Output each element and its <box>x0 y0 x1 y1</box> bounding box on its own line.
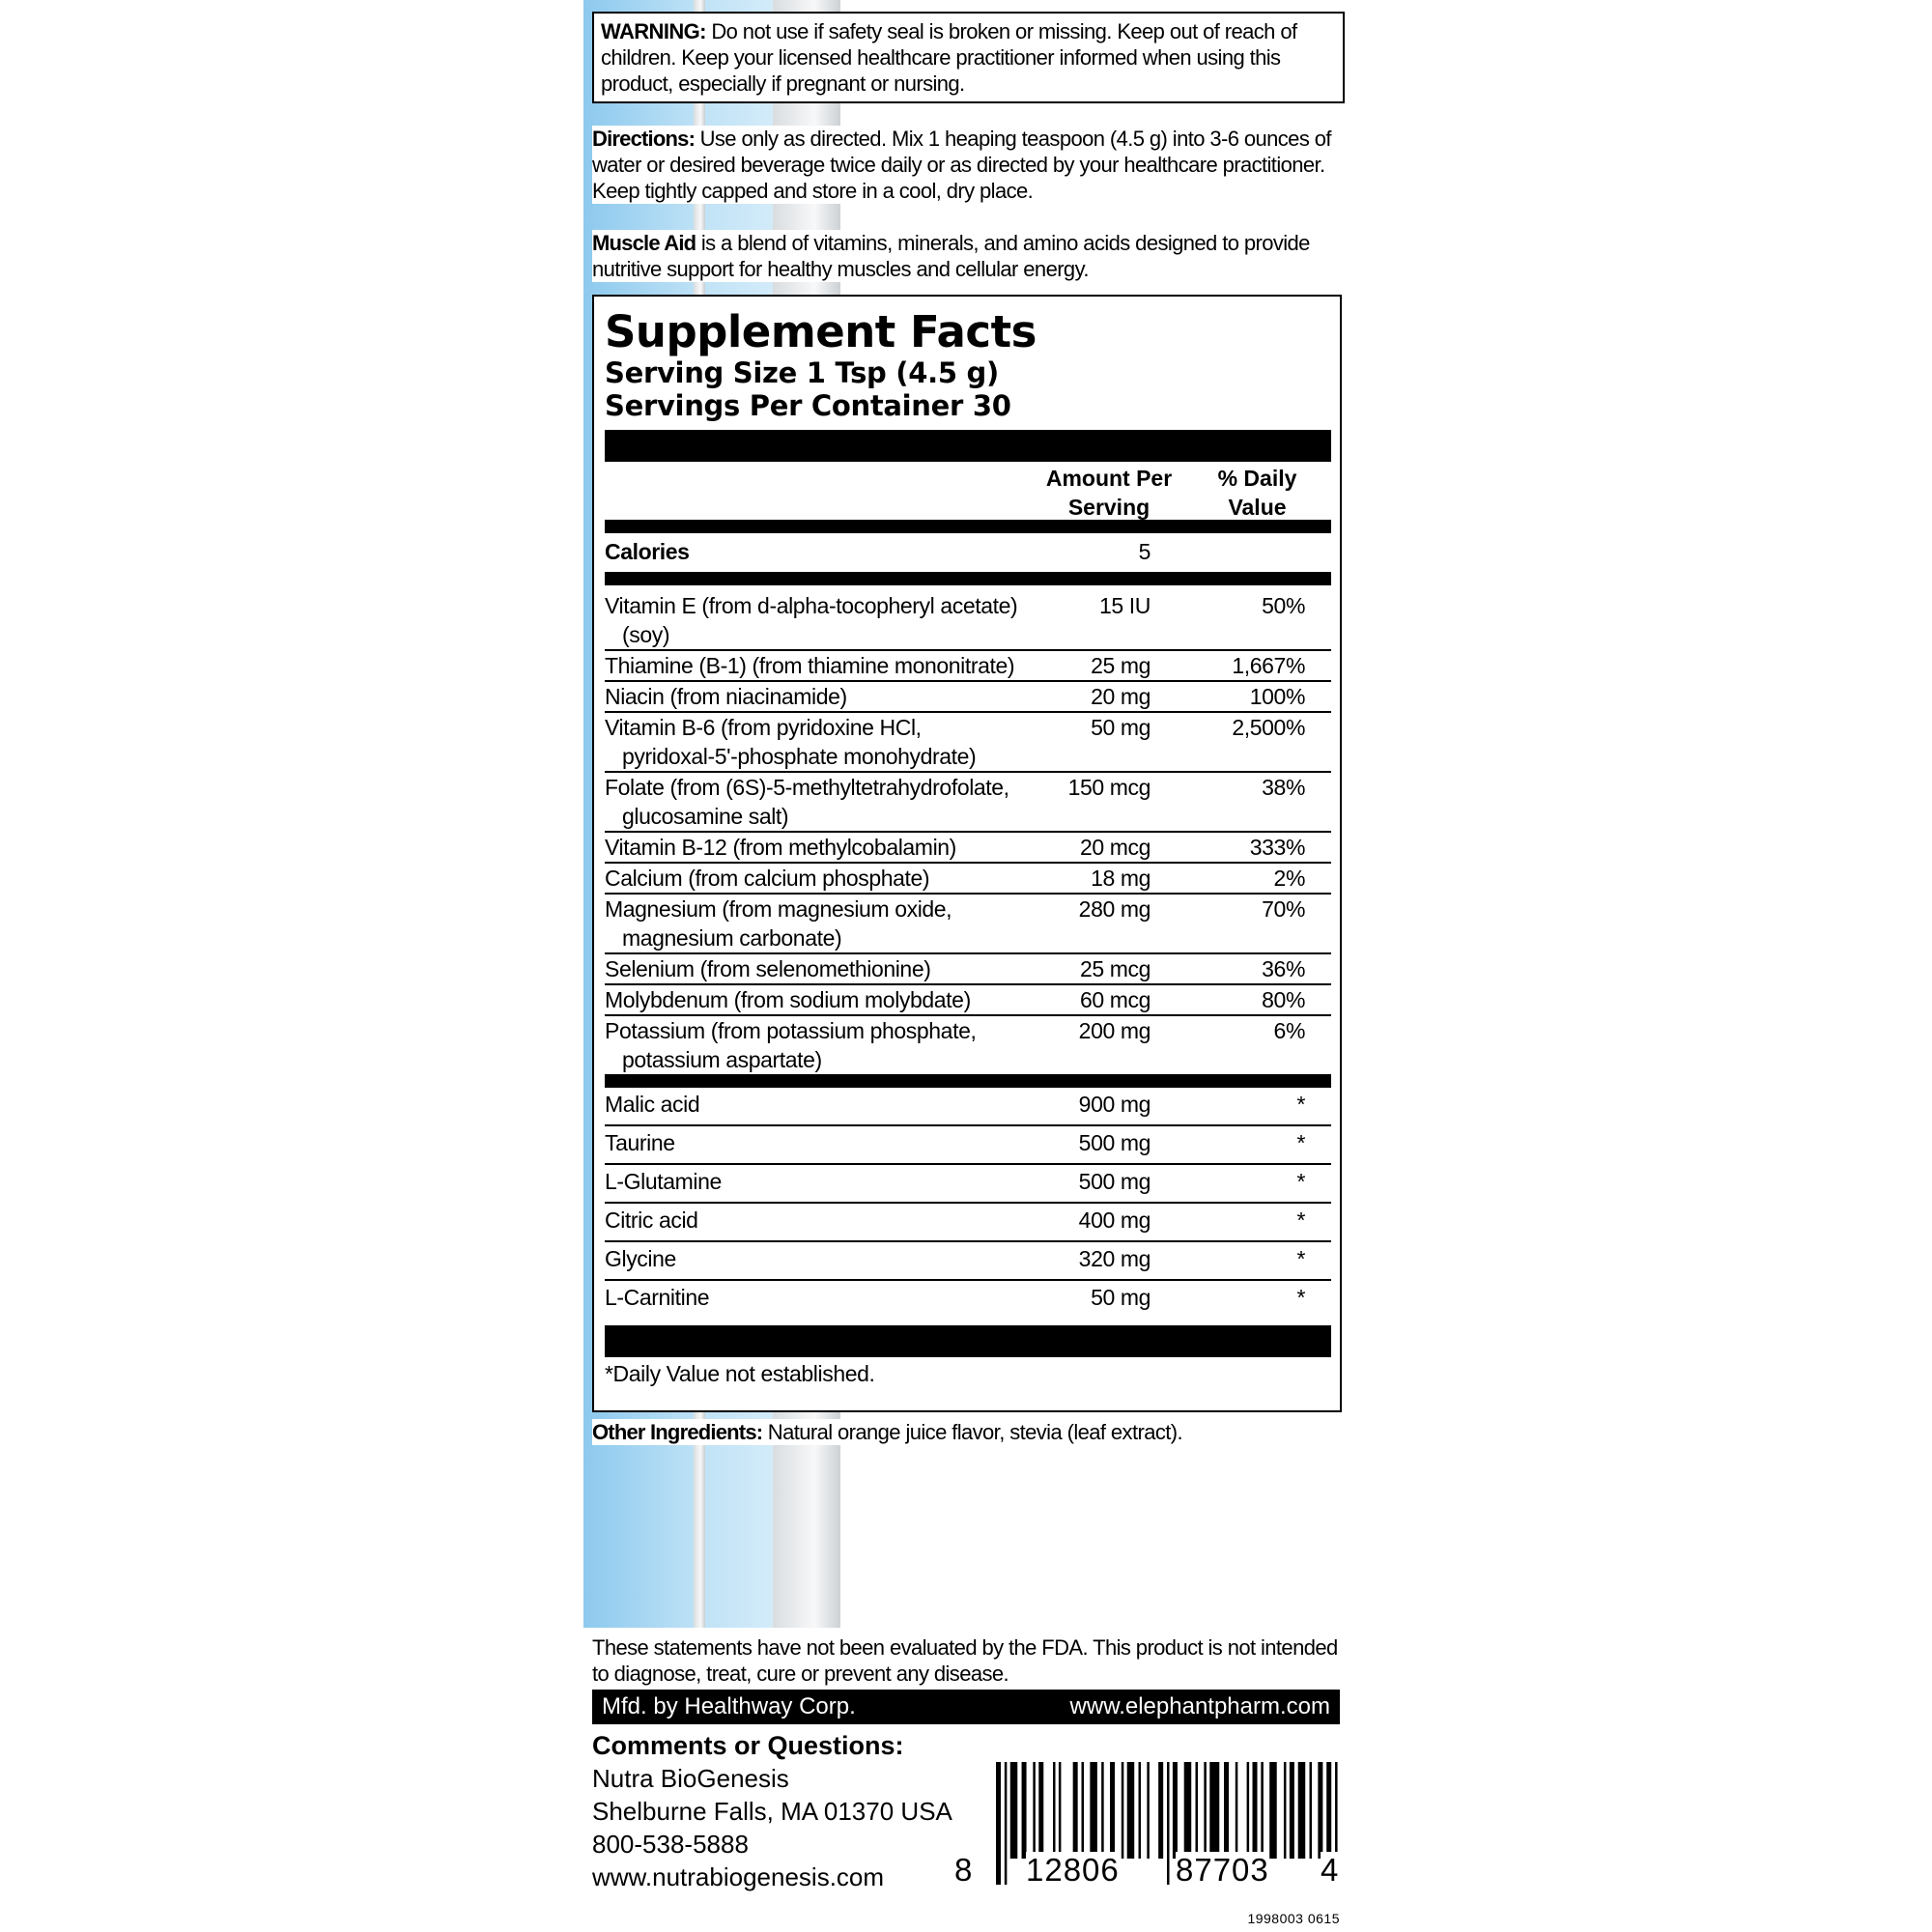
barcode-bar <box>1010 1762 1018 1859</box>
ingredient-amount: 500 mg <box>1078 1130 1151 1155</box>
nutrient-name: Molybdenum (from sodium molybdate) <box>605 987 971 1012</box>
barcode-bar <box>1269 1762 1277 1859</box>
calories-amount: 5 <box>1138 539 1151 564</box>
ingredient-name: L-Glutamine <box>605 1169 722 1194</box>
barcode-bar <box>1053 1762 1056 1859</box>
nutrient-amount: 25 mg <box>1091 653 1151 678</box>
directions-label: Directions: <box>592 127 696 151</box>
serving-size: Serving Size 1 Tsp (4.5 g) <box>605 356 999 389</box>
nutrient-rows <box>605 585 1331 1074</box>
nutrient-daily-value: 36% <box>1262 956 1305 981</box>
ingredient-daily-value: * <box>1296 1246 1305 1271</box>
ingredient-daily-value: * <box>1296 1208 1305 1233</box>
supplement-facts-title: Supplement Facts <box>605 306 1037 357</box>
barcode-bar <box>1253 1762 1258 1859</box>
barcode-bar <box>1147 1762 1150 1859</box>
barcode-bar <box>1110 1762 1115 1859</box>
other-ingredient-row <box>605 1126 1331 1165</box>
barcode-bar <box>1127 1762 1135 1859</box>
nutrient-name: Vitamin B-12 (from methylcobalamin) <box>605 835 956 860</box>
nutrient-row <box>605 1016 1331 1074</box>
ingredient-daily-value: * <box>1296 1285 1305 1310</box>
other-ingredients <box>592 1419 1342 1445</box>
barcode-bar <box>1158 1762 1163 1859</box>
ingredient-daily-value: * <box>1296 1169 1305 1194</box>
ingredient-amount: 400 mg <box>1078 1208 1151 1233</box>
divider-medium <box>605 572 1331 585</box>
nutrient-daily-value: 50% <box>1262 593 1305 618</box>
nutrient-row <box>605 682 1331 713</box>
nutrient-amount: 50 mg <box>1091 715 1151 740</box>
nutrient-row <box>605 833 1331 864</box>
contact-heading: Comments or Questions: <box>592 1731 904 1760</box>
nutrient-row <box>605 651 1331 682</box>
ingredient-name: Malic acid <box>605 1092 700 1117</box>
daily-value-footnote: *Daily Value not established. <box>605 1361 875 1386</box>
barcode-bar <box>996 1762 1001 1885</box>
barcode-bar <box>1022 1762 1027 1859</box>
amount-per-serving-header: Amount Per Serving <box>1045 466 1173 520</box>
nutrient-amount: 20 mcg <box>1079 835 1151 860</box>
ingredient-name: Glycine <box>605 1246 676 1271</box>
nutrient-daily-value: 333% <box>1249 835 1305 860</box>
warning-text: Do not use if safety seal is broken or missing. Keep out of reach of children. Keep your licensed healthcare practitioner informed when using this product, especially if pregnant or nursing. <box>601 19 1297 96</box>
other-ingredients-label: Other Ingredients: <box>592 1420 763 1444</box>
barcode-bar <box>1033 1762 1036 1859</box>
calories-label: Calories <box>605 539 690 564</box>
barcode-bar <box>1122 1762 1124 1859</box>
nutrient-amount: 200 mg <box>1078 1018 1151 1043</box>
manufacturer-website: www.elephantpharm.com <box>1069 1693 1330 1719</box>
company-website: www.nutrabiogenesis.com <box>592 1862 885 1891</box>
barcode-bar <box>1059 1762 1062 1859</box>
barcode-bar <box>1005 1762 1008 1885</box>
other-ingredient-row <box>605 1088 1331 1126</box>
barcode-bar <box>1184 1762 1192 1859</box>
barcode-bar <box>1298 1762 1306 1859</box>
barcode-bar <box>1318 1762 1322 1859</box>
nutrient-name: Potassium (from potassium phosphate, potassium aspartate) <box>605 1018 977 1072</box>
nutrient-daily-value: 6% <box>1273 1018 1305 1043</box>
barcode-bar <box>1284 1762 1287 1859</box>
nutrient-daily-value: 70% <box>1262 896 1305 922</box>
ingredient-daily-value: * <box>1296 1092 1305 1117</box>
divider-medium <box>605 520 1331 533</box>
barcode-bar <box>1082 1762 1085 1859</box>
divider-medium <box>605 1074 1331 1088</box>
daily-value-header: % Daily Value <box>1217 466 1297 520</box>
ingredient-amount: 50 mg <box>1091 1285 1151 1310</box>
nutrient-amount: 20 mg <box>1091 684 1151 709</box>
nutrient-amount: 280 mg <box>1078 896 1151 922</box>
description-text: is a blend of vitamins, minerals, and amino acids designed to provide nutritive support for healthy muscles and cellular energy. <box>592 231 1310 281</box>
nutrient-daily-value: 2,500% <box>1232 715 1305 740</box>
barcode-bar <box>1167 1762 1170 1885</box>
nutrient-row <box>605 864 1331 895</box>
servings-per-container: Servings Per Container 30 <box>605 389 1011 422</box>
barcode-group-right: 87703 <box>1176 1852 1269 1888</box>
nutrient-name: Vitamin E (from d-alpha-tocopheryl acetate) (soy) <box>605 593 1018 647</box>
ingredient-amount: 900 mg <box>1078 1092 1151 1117</box>
barcode-bar <box>1090 1762 1097 1859</box>
barcode-bar <box>1247 1762 1250 1859</box>
barcode-digit-left: 8 <box>954 1852 974 1888</box>
nutrient-row <box>605 954 1331 985</box>
manufacturer-text: Mfd. by Healthway Corp. <box>602 1693 856 1719</box>
barcode-bar <box>1196 1762 1199 1859</box>
ingredient-amount: 320 mg <box>1078 1246 1151 1271</box>
barcode-bar <box>1236 1762 1238 1859</box>
nutrient-name: Magnesium (from magnesium oxide, magnesium carbonate) <box>605 896 952 951</box>
barcode-digit-right: 4 <box>1321 1852 1340 1888</box>
other-ingredient-row <box>605 1204 1331 1242</box>
ingredient-daily-value: * <box>1296 1130 1305 1155</box>
nutrient-name: Vitamin B-6 (from pyridoxine HCl, pyridoxal-5'-phosphate monohydrate) <box>605 715 977 769</box>
barcode-bar <box>1224 1762 1229 1859</box>
nutrient-row <box>605 773 1331 833</box>
barcode-bar <box>1261 1762 1264 1859</box>
nutrient-row <box>605 585 1331 651</box>
warning-label: WARNING: <box>601 19 706 43</box>
nutrient-daily-value: 38% <box>1262 775 1305 800</box>
nutrient-name: Thiamine (B-1) (from thiamine mononitrate) <box>605 653 1015 678</box>
warning-box <box>592 12 1345 103</box>
other-ingredient-row <box>605 1242 1331 1281</box>
other-ingredient-row <box>605 1165 1331 1204</box>
nutrient-daily-value: 100% <box>1249 684 1305 709</box>
company-address: Shelburne Falls, MA 01370 USA <box>592 1797 952 1826</box>
nutrient-amount: 25 mcg <box>1079 956 1151 981</box>
nutrient-amount: 150 mcg <box>1067 775 1151 800</box>
nutrient-name: Niacin (from niacinamide) <box>605 684 847 709</box>
ingredient-name: Taurine <box>605 1130 675 1155</box>
nutrient-row <box>605 985 1331 1016</box>
barcode-bar <box>1073 1762 1078 1859</box>
product-code: 1998003 0615 <box>1247 1911 1340 1926</box>
nutrient-daily-value: 1,667% <box>1232 653 1305 678</box>
nutrient-name: Calcium (from calcium phosphate) <box>605 866 930 891</box>
other-ingredient-row <box>605 1281 1331 1318</box>
barcode-bar <box>1310 1762 1313 1859</box>
barcode-bar <box>1290 1762 1294 1859</box>
nutrient-amount: 15 IU <box>1099 593 1151 618</box>
phone-number: 800-538-5888 <box>592 1830 749 1859</box>
divider-thick <box>605 1325 1331 1357</box>
ingredient-name: L-Carnitine <box>605 1285 710 1310</box>
directions-text: Use only as directed. Mix 1 heaping teaspoon (4.5 g) into 3-6 ounces of water or desired beverage twice daily or as directed by your healthcare practitioner. Keep tightly capped and store in a cool, dry place. <box>592 127 1331 203</box>
product-name: Muscle Aid <box>592 231 696 255</box>
ingredient-name: Citric acid <box>605 1208 698 1233</box>
barcode-bar <box>1173 1762 1178 1859</box>
nutrient-name: Folate (from (6S)-5-methyltetrahydrofolate, glucosamine salt) <box>605 775 1009 829</box>
directions-paragraph <box>592 126 1342 204</box>
barcode-bar <box>1038 1762 1043 1859</box>
contact-block <box>592 1729 952 1893</box>
company-name: Nutra BioGenesis <box>592 1764 789 1793</box>
manufacturer-bar <box>592 1690 1340 1724</box>
description-paragraph <box>592 230 1342 282</box>
nutrient-row <box>605 713 1331 773</box>
supplement-facts-panel <box>592 295 1342 1412</box>
barcode-group-left: 12806 <box>1026 1852 1120 1888</box>
nutrient-daily-value: 80% <box>1262 987 1305 1012</box>
column-headers <box>605 462 1331 520</box>
nutrient-name: Selenium (from selenomethionine) <box>605 956 931 981</box>
nutrient-daily-value: 2% <box>1273 866 1305 891</box>
product-label <box>592 0 1342 1932</box>
barcode-bar <box>1204 1762 1207 1859</box>
calories-row <box>605 533 1331 572</box>
divider-thick <box>605 430 1331 462</box>
fda-disclaimer: These statements have not been evaluated by the FDA. This product is not intended to diagnose, treat, cure or prevent any disease. <box>592 1634 1342 1687</box>
barcode-bar <box>1209 1762 1219 1859</box>
barcode-bar <box>1101 1762 1104 1859</box>
barcode-bar <box>1139 1762 1142 1859</box>
nutrient-amount: 18 mg <box>1091 866 1151 891</box>
nutrient-amount: 60 mcg <box>1079 987 1151 1012</box>
other-ingredients-text: Natural orange juice flavor, stevia (leaf extract). <box>762 1420 1182 1444</box>
ingredient-amount: 500 mg <box>1078 1169 1151 1194</box>
other-ingredient-rows <box>605 1088 1331 1318</box>
nutrient-row <box>605 895 1331 954</box>
